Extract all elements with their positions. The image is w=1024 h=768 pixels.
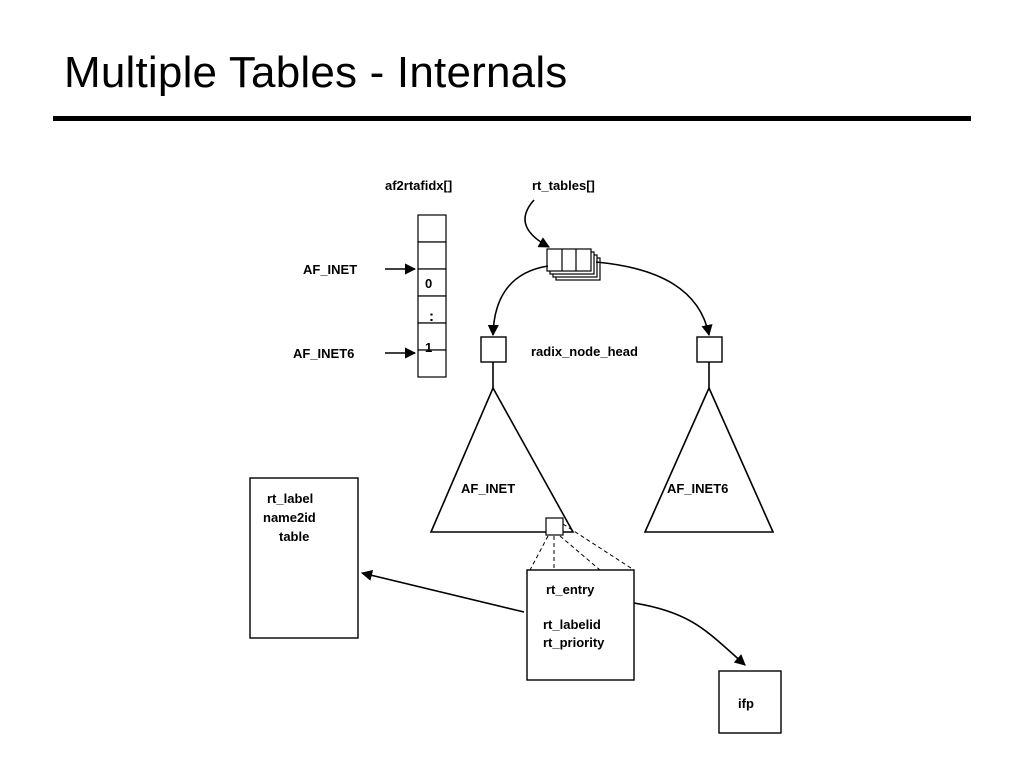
rt-tables-stack	[547, 249, 600, 280]
rt-entry-field-labelid: rt_labelid	[543, 617, 601, 632]
edge-rt-tables-to-inet6-head	[596, 262, 709, 335]
array-cell-inet-value: 0	[425, 276, 433, 291]
radix-node-head-inet6	[697, 337, 722, 362]
edge-rt-entry-to-rt-label	[362, 573, 524, 612]
title-divider	[53, 116, 971, 121]
edge-rt-tables-to-inet-head	[493, 266, 548, 335]
ifp-label: ifp	[738, 696, 754, 711]
tree-af-inet	[431, 388, 573, 532]
rt-label-table-line1: rt_label	[267, 491, 314, 506]
af-inet6-array-label: AF_INET6	[293, 346, 355, 361]
rt-label-table-line3: table	[279, 529, 310, 544]
edge-rt-entry-to-ifp	[634, 603, 745, 665]
rt-label-table-line2: name2id	[263, 510, 316, 525]
page-title: Multiple Tables - Internals	[64, 48, 568, 97]
radix-leaf-node	[546, 518, 563, 535]
af-inet-array-label: AF_INET	[303, 262, 358, 277]
array-cell-inet6-value: 1	[425, 340, 433, 355]
tree-af-inet-label: AF_INET	[461, 481, 516, 496]
rt-tables-pointer	[525, 200, 549, 247]
rt-entry-field-priority: rt_priority	[543, 635, 605, 650]
radix-node-head-label: radix_node_head	[531, 344, 638, 359]
tree-af-inet6	[645, 388, 773, 532]
diagram-canvas	[0, 130, 1024, 768]
tree-af-inet6-label: AF_INET6	[667, 481, 729, 496]
rt-entry-title: rt_entry	[546, 582, 595, 597]
array-ellipsis: :	[429, 308, 434, 325]
af2rtafidx-label: af2rtafidx[]	[385, 178, 453, 193]
radix-node-head-inet	[481, 337, 506, 362]
rt-tables-label: rt_tables[]	[532, 178, 595, 193]
